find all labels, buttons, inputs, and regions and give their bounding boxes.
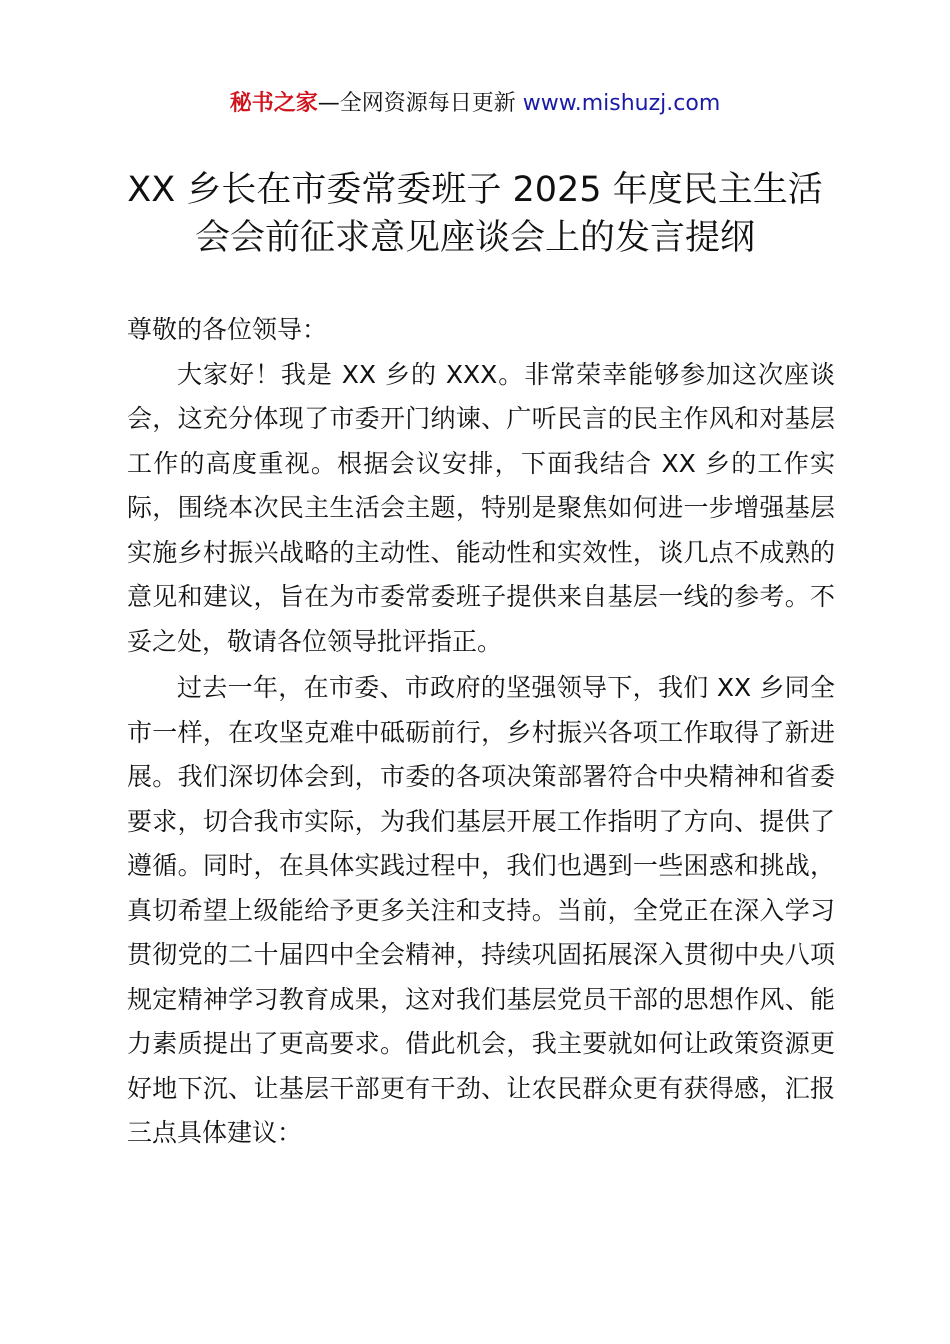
title-line-2: 会会前征求意见座谈会上的发言提纲 (194, 218, 755, 258)
salutation: 尊敬的各位领导： (127, 315, 328, 344)
document-body (127, 308, 835, 1158)
document-title (100, 166, 850, 262)
site-tagline: —全网资源每日更新 (317, 91, 523, 116)
paragraph-2: 过去一年，在市委、市政府的坚强领导下，我们 XX 乡同全市一样，在攻坚克难中砥砺前行，乡村振兴各项工作取得了新进展。我们深切体会到，市委的各项决策部署符合中央精神和省委要求，切合我市实际，为我们基层开展工作指明了方向、提供了遵循。同时，在具体实践过程中，我们也遇到一些困惑和挑战，真切希望上级能给予更多关注和支持。当前，全党正在深入学习贯彻党的二十届四中全会精神，持续巩固拓展深入贯彻中央八项规定精神学习教育成果，这对我们基层党员干部的思想作风、能力素质提出了更高要求。借此机会，我主要就如何让政策资源更好地下沉、让基层干部更有干劲、让农民群众更有获得感，汇报三点具体建议： (127, 673, 835, 1147)
paragraph-1: 大家好！我是 XX 乡的 XXX。非常荣幸能够参加这次座谈会，这充分体现了市委开门纳谏、广听民言的民主作风和对基层工作的高度重视。根据会议安排，下面我结合 XX 乡的工作实际，围绕本次民主生活会主题，特别是聚焦如何进一步增强基层实施乡村振兴战略的主动性、能动性和实效性，谈几点不成熟的意见和建议，旨在为市委常委班子提供来自基层一线的参考。不妥之处，敬请各位领导批评指正。 (127, 359, 835, 656)
site-header (0, 88, 950, 120)
title-line-1: XX 乡长在市委常委班子 2025 年度民主生活 (127, 170, 823, 210)
site-url-link[interactable]: www.mishuzj.com (522, 91, 721, 116)
site-brand: 秘书之家 (229, 91, 318, 116)
